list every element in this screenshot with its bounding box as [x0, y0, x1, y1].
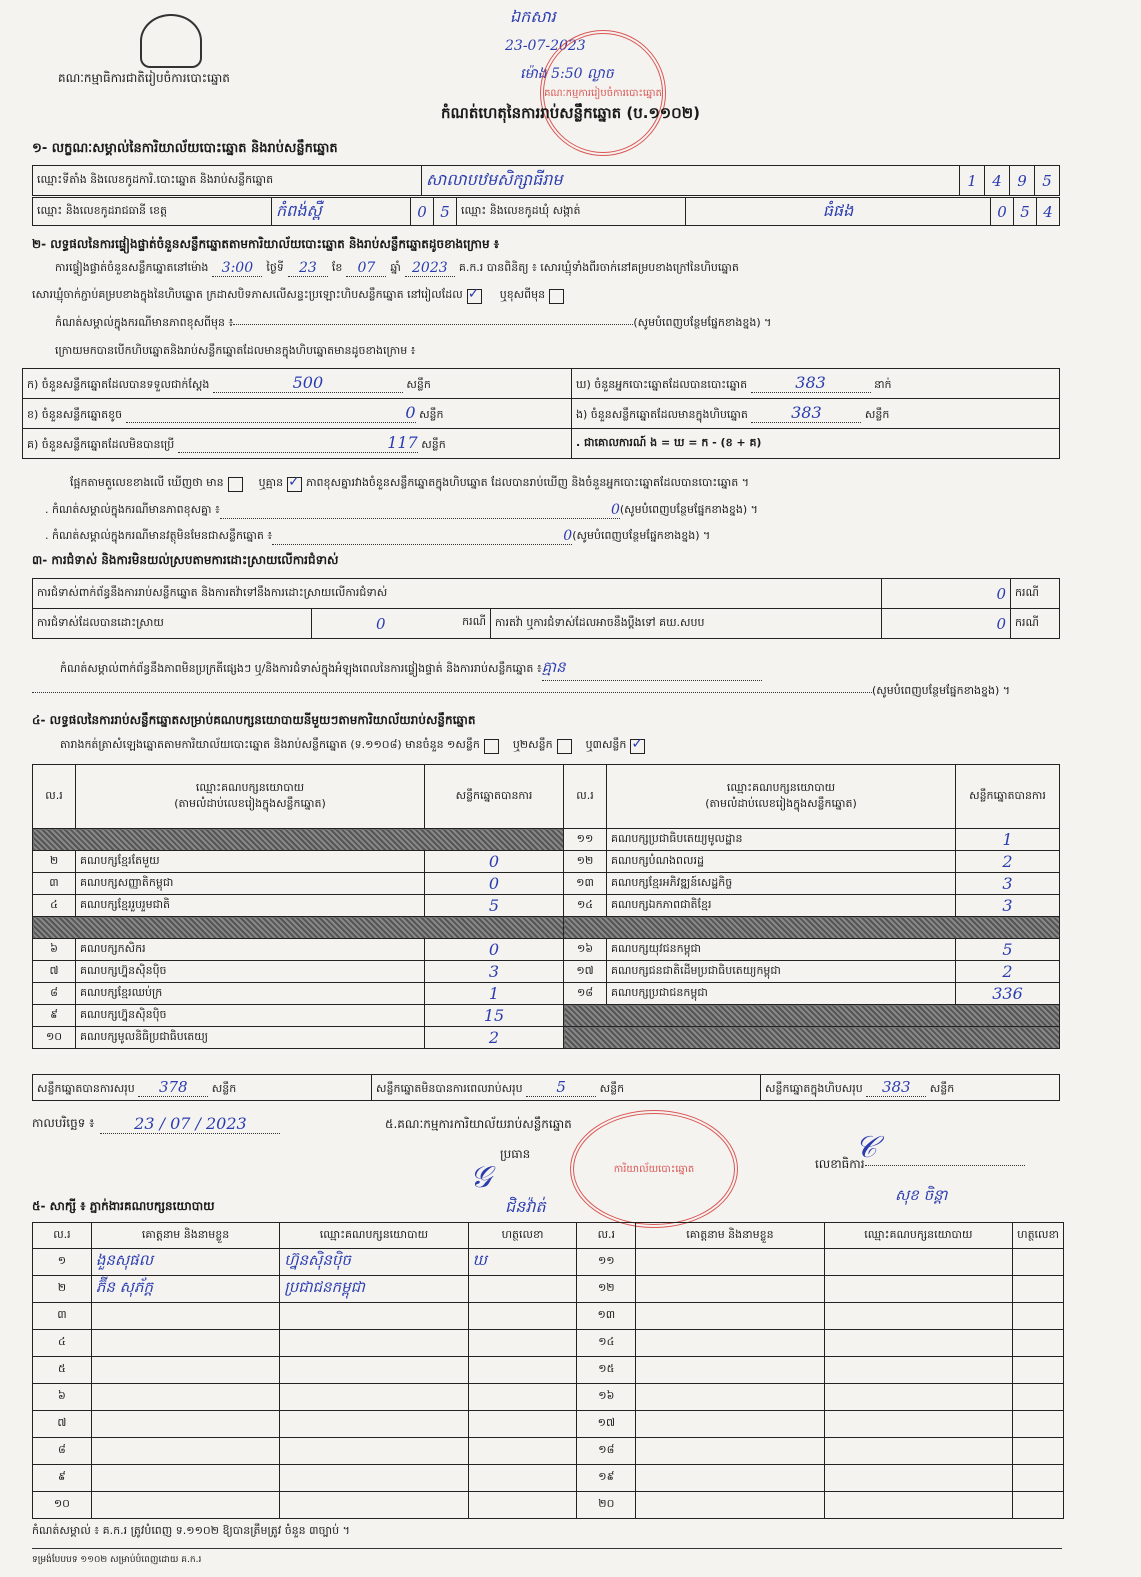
same-checkbox[interactable] [467, 289, 482, 304]
case-unit-2: ករណី [1011, 609, 1060, 639]
commune-digit: 4 [1037, 198, 1060, 226]
top-stamp: គណៈកម្មការរៀបចំការបោះឆ្នោត [540, 30, 666, 156]
w-col-sign-r: ហត្ថលេខា [1013, 1223, 1064, 1249]
result-votes: 3 [425, 961, 564, 983]
footer-rule [32, 1548, 1062, 1549]
result-no: ៣ [33, 873, 76, 895]
section4-title: ៤- លទ្ធផលនៃការរាប់សន្លឹកឆ្នោតសម្រាប់គណបក្សនយោបាយនីមួយៗតាមការិយាល័យរាប់សន្លឹកឆ្នោត [32, 713, 476, 727]
appeal-label: ការតវ៉ា ឬការជំទាស់ដែលអាចនឹងប្តឹងទៅ គឃ.សបប [491, 609, 882, 639]
verify-line-1-tail: គ.ក.រ បានពិនិត្យ ៖ សោរឃ្មុំទាំងពីរចាក់នៅគម្របខាងក្រៅនៃហិបឆ្នោត [458, 260, 739, 274]
province-digit: 0 [411, 198, 434, 226]
discrepancy-tail: ភាពខុសគ្នារវាងចំនួនសន្លឹកឆ្នោតក្នុងហិបឆ្នោត ដែលបានរាប់ឃើញ និងចំនួនអ្នកបោះឆ្នោតដែលបានបោះឆ្នោត ។ [306, 476, 749, 489]
result-party: គណបក្សខ្មែររួបរួមជាតិ [76, 895, 425, 917]
result-party: គណបក្សខ្មែរឈប់ក្រ [76, 983, 425, 1005]
witness-signature [468, 1357, 577, 1384]
witness-no: ១១ [577, 1249, 636, 1276]
witness-no: ៧ [33, 1411, 92, 1438]
witness-name [91, 1330, 279, 1357]
discrepancy-no-checkbox[interactable] [287, 477, 302, 492]
witness-party [280, 1465, 468, 1492]
result-party: គណបក្សយុវជនកម្ពុជា [607, 939, 956, 961]
chair-name: ជិនវ៉ាត់ [505, 1197, 546, 1216]
note-label: កំណត់សម្គាល់ក្នុងករណីមានភាពខុសពីមុន ៖ [55, 316, 234, 329]
witness-signature [468, 1438, 577, 1465]
secretary-line [815, 1156, 1025, 1174]
witness-party: ហ្វ៊ុនស៊ិនប៉ិច [280, 1249, 468, 1276]
committee-label: ៥.គណៈកម្មការការិយាល័យរាប់សន្លឹកឆ្នោត [385, 1117, 572, 1131]
copies-3-label: ឬ៣សន្លឹក [585, 738, 627, 751]
diff-note-value: 0 [220, 502, 620, 519]
total-box-value: 383 [866, 1078, 926, 1097]
chair-label: ប្រធាន [500, 1147, 531, 1161]
hand-note-3: ម៉ោង 5:50 ល្ងាច [520, 66, 614, 82]
result-row [33, 983, 1060, 1005]
result-party: គណបក្សមូលនិធិប្រជាធិបតេយ្យ [76, 1027, 425, 1049]
totals-table [32, 1074, 1060, 1101]
result-no: ១០ [33, 1027, 76, 1049]
witness-signature [468, 1492, 577, 1519]
copies-line [60, 738, 649, 754]
date-line [32, 1114, 280, 1134]
witness-row [33, 1384, 1064, 1411]
result-party: គណបក្សជនជាតិដើមប្រជាធិបតេយ្យកម្ពុជា [607, 961, 956, 983]
witness-signature: ឃ [468, 1249, 577, 1276]
result-votes: 1 [425, 983, 564, 1005]
result-party: គណបក្សខ្មែរអភិវឌ្ឍន៍សេដ្ឋកិច្ច [607, 873, 956, 895]
section3-title: ៣- ការជំទាស់ និងការមិនយល់ស្របតាមការដោះស្រាយលើការជំទាស់ [32, 553, 339, 567]
witness-signature [468, 1330, 577, 1357]
result-row [33, 851, 1060, 873]
witness-signature [1013, 1249, 1064, 1276]
result-party: គណបក្សហ្វ៊ុនស៊ិនប៉ិច [76, 1005, 425, 1027]
witness-party [280, 1438, 468, 1465]
date-value: 23 / 07 / 2023 [100, 1114, 280, 1134]
diff-note-line [45, 502, 758, 519]
note-fill [233, 324, 633, 325]
station-digit: 5 [1035, 166, 1060, 196]
discrepancy-label: ផ្អែកតាមតួលេខខាងលើ ឃើញថា មាន [70, 476, 224, 489]
shaded-row [33, 917, 564, 939]
verify-day: 23 [288, 260, 328, 277]
result-no: ១២ [564, 851, 607, 873]
copies-3-checkbox[interactable] [630, 739, 645, 754]
result-row [33, 1005, 1060, 1027]
count-e-label: ង) ចំនួនសន្លឹកឆ្នោតដែលមានក្នុងហិបឆ្នោត 383 សន្លឹក [572, 399, 1060, 429]
result-no: ១៣ [564, 873, 607, 895]
witness-no: ៣ [33, 1303, 92, 1330]
witness-party [824, 1411, 1012, 1438]
foreign-note-label: . កំណត់សម្គាល់ក្នុងករណីមានវត្ថុមិនមែនជាសន្លឹកឆ្នោត ៖ [45, 528, 273, 542]
count-d-value: 383 [751, 373, 871, 393]
witness-signature [468, 1276, 577, 1303]
total-valid-value: 378 [138, 1078, 208, 1097]
total-box: សន្លឹកឆ្នោតក្នុងហិបសរុប 383 សន្លឹក [761, 1075, 1060, 1101]
witness-no: ៥ [33, 1357, 92, 1384]
secretary-signature: 𝒞 [855, 1130, 877, 1165]
witness-signature [1013, 1384, 1064, 1411]
witness-no: ១ [33, 1249, 92, 1276]
result-votes: 2 [425, 1027, 564, 1049]
verify-month: 07 [346, 260, 386, 277]
result-row [33, 829, 1060, 851]
witness-party [824, 1357, 1012, 1384]
province-value: កំពង់ស្ពឺ [272, 198, 411, 226]
province-table [32, 197, 1060, 226]
witness-no: ១៣ [577, 1303, 636, 1330]
intro2: ក្រោយមកបានបើកហិបឆ្នោតនិងរាប់សន្លឹកឆ្នោតដែលមានក្នុងហិបឆ្នោតមានដូចខាងក្រោម ៖ [55, 344, 416, 357]
witness-name [636, 1357, 824, 1384]
province-digit: 5 [434, 198, 457, 226]
witness-name [636, 1249, 824, 1276]
col-no-r: ល.រ [564, 765, 607, 829]
witness-signature [1013, 1492, 1064, 1519]
witness-name [636, 1384, 824, 1411]
copies-label: តារាងកត់ត្រាសំឡេងឆ្នោតតាមការិយាល័យបោះឆ្នោត និងរាប់សន្លឹកឆ្នោត (ទ.១១០៨) មានចំនួន ១សន្លឹក [60, 738, 480, 751]
witness-name [636, 1492, 824, 1519]
section1-title: ១- លក្ខណៈសម្គាល់នៃការិយាល័យបោះឆ្នោត និងរាប់សន្លឹកឆ្នោត [32, 141, 338, 156]
witness-no: ២ [33, 1276, 92, 1303]
irregularity-label: កំណត់សម្គាល់ពាក់ព័ន្ធនឹងភាពមិនប្រក្រតីផ្សេងៗ ឬ/និងការជំទាស់ក្នុងអំឡុងពេលនៃការផ្ទៀងផ្ទាត់ និងការរាប់សន្លឹកឆ្នោត ៖ [60, 661, 542, 675]
diff-note-tail: (សូមបំពេញបន្ថែមផ្នែកខាងខ្នង) ។ [619, 502, 758, 516]
witness-name [91, 1438, 279, 1465]
witness-name [636, 1411, 824, 1438]
discrepancy-line [70, 476, 749, 492]
result-votes: 3 [956, 895, 1060, 917]
result-no: ៩ [33, 1005, 76, 1027]
witness-row [33, 1303, 1064, 1330]
witness-row [33, 1438, 1064, 1465]
result-votes: 2 [956, 961, 1060, 983]
witness-no: ១៨ [577, 1438, 636, 1465]
witness-row [33, 1276, 1064, 1303]
witness-party [824, 1492, 1012, 1519]
witness-row [33, 1411, 1064, 1438]
note-line [55, 316, 771, 332]
resolved-cell: 0 ករណី [312, 609, 491, 639]
hand-note-1: ឯកសារ [510, 7, 556, 26]
shaded-row [564, 1005, 1060, 1027]
witness-signature [1013, 1276, 1064, 1303]
witness-name [91, 1384, 279, 1411]
result-no: ៤ [33, 895, 76, 917]
secretary-label: លេខាធិការ [815, 1157, 865, 1171]
result-party: គណបក្សប្រជាជនកម្ពុជា [607, 983, 956, 1005]
copies-2-label: ឬ២សន្លឹក [512, 738, 553, 751]
witness-name [91, 1492, 279, 1519]
witness-signature [1013, 1438, 1064, 1465]
w-col-name-r: គោត្តនាម និងនាមខ្លួន [636, 1223, 824, 1249]
objection-table [32, 578, 1060, 639]
verify-line-2 [32, 288, 568, 304]
witness-no: ១៩ [577, 1465, 636, 1492]
witness-party [824, 1465, 1012, 1492]
emblem [140, 14, 202, 68]
w-col-no: ល.រ [33, 1223, 92, 1249]
formula: . ជាគោលការណ៍ ង = ឃ = ក - (ខ + គ) [572, 429, 1060, 459]
result-votes: 5 [425, 895, 564, 917]
section5-title: ៥- សាក្សី ៖ ភ្នាក់ងារគណបក្សនយោបាយ [32, 1199, 215, 1213]
result-no: ១៦ [564, 939, 607, 961]
station-digit: 9 [1010, 166, 1035, 196]
commune-digit: 0 [991, 198, 1014, 226]
result-votes: 1 [956, 829, 1060, 851]
day-label: ថ្ងៃទី [266, 260, 284, 274]
section2-title: ២- លទ្ធផលនៃការផ្ទៀងផ្ទាត់ចំនួនសន្លឹកឆ្នោតតាមការិយាល័យបោះឆ្នោត និងរាប់សន្លឹកឆ្នោតដូចខាងក្រោម ៖ [32, 237, 500, 251]
witness-row [33, 1249, 1064, 1276]
witness-party [824, 1276, 1012, 1303]
result-votes: 15 [425, 1005, 564, 1027]
result-no: ១៧ [564, 961, 607, 983]
station-digit: 1 [960, 166, 985, 196]
result-no: ២ [33, 851, 76, 873]
verify-time: 3:00 [212, 260, 262, 277]
col-party: ឈ្មោះគណបក្សនយោបាយ (តាមលំដាប់លេខរៀងក្នុងសន្លឹកឆ្នោត) [76, 765, 425, 829]
result-row [33, 917, 1060, 939]
witness-signature [468, 1465, 577, 1492]
witness-party [824, 1384, 1012, 1411]
discrepancy-yes-checkbox[interactable] [228, 477, 243, 492]
appeal-count: 0 [882, 609, 1011, 639]
shaded-row [564, 917, 1060, 939]
footer-note: កំណត់សម្គាល់ ៖ គ.ក.រ ត្រូវបំពេញ ទ.១១០២ ឱ្យបានត្រឹមត្រូវ ចំនួន ៣ច្បាប់ ។ [32, 1524, 350, 1537]
witness-row [33, 1492, 1064, 1519]
date-label: កាលបរិច្ឆេទ ៖ [32, 1116, 95, 1130]
witness-party [824, 1249, 1012, 1276]
case-unit: ករណី [1011, 579, 1060, 609]
result-row [33, 961, 1060, 983]
witness-row [33, 1357, 1064, 1384]
page-title: កំណត់ហេតុនៃការរាប់សន្លឹកឆ្នោត (ប.១១០២) [440, 104, 700, 122]
witness-signature [468, 1384, 577, 1411]
copies-1-checkbox[interactable] [484, 739, 499, 754]
witness-party: ប្រជាជនកម្ពុជា [280, 1276, 468, 1303]
witness-no: ១៤ [577, 1330, 636, 1357]
witness-signature [1013, 1303, 1064, 1330]
witness-party [280, 1492, 468, 1519]
result-party: គណបក្សបំណងពលរដ្ឋ [607, 851, 956, 873]
month-label: ខែ [331, 260, 343, 274]
witness-no: ១៦ [577, 1384, 636, 1411]
witness-name [636, 1303, 824, 1330]
witness-no: ១២ [577, 1276, 636, 1303]
secretary-name: សុខ ចិន្តា [895, 1186, 948, 1204]
witness-signature [1013, 1357, 1064, 1384]
result-votes: 2 [956, 851, 1060, 873]
witness-name: ភ៊ីន សុភ័ក្ត [91, 1276, 279, 1303]
col-party-r: ឈ្មោះគណបក្សនយោបាយ (តាមលំដាប់លេខរៀងក្នុងសន្លឹកឆ្នោត) [607, 765, 956, 829]
witness-party [280, 1330, 468, 1357]
count-b-value: 0 [126, 403, 416, 423]
result-row [33, 895, 1060, 917]
witness-row [33, 1330, 1064, 1357]
col-votes-r: សន្លឹកឆ្នោតបានការ [956, 765, 1060, 829]
count-d-label: ឃ) ចំនួនអ្នកបោះឆ្នោតដែលបានបោះឆ្នោត 383 នាក់ [572, 369, 1060, 399]
total-invalid-value: 5 [526, 1078, 596, 1097]
w-col-name: គោត្តនាម និងនាមខ្លួន [91, 1223, 279, 1249]
witness-name [91, 1357, 279, 1384]
w-col-sign: ហត្ថលេខា [468, 1223, 577, 1249]
foreign-note-tail: (សូមបំពេញបន្ថែមផ្នែកខាងខ្នង) ។ [572, 528, 711, 542]
irregularity-fill [32, 692, 872, 693]
result-votes: 0 [425, 851, 564, 873]
w-col-party: ឈ្មោះគណបក្សនយោបាយ [280, 1223, 468, 1249]
witness-party [280, 1411, 468, 1438]
resolved-label: ការជំទាស់ដែលបានដោះស្រាយ [33, 609, 312, 639]
year-label: ឆ្នាំ [390, 260, 401, 274]
witness-party [280, 1303, 468, 1330]
witness-row [33, 1465, 1064, 1492]
result-votes: 336 [956, 983, 1060, 1005]
copies-2-checkbox[interactable] [557, 739, 572, 754]
witness-party [824, 1330, 1012, 1357]
result-votes: 0 [425, 939, 564, 961]
count-c-label: គ) ចំនួនសន្លឹកឆ្នោតដែលមិនបានប្រើ 117 សន្លឹក [23, 429, 572, 459]
total-invalid: សន្លឹកឆ្នោតមិនបានការពេលរាប់សរុប 5 សន្លឹក [372, 1075, 761, 1101]
witness-party [280, 1384, 468, 1411]
form-code: ទម្រង់បែបបទ ១១០២ សម្រាប់បំពេញដោយ គ.ក.រ [32, 1555, 202, 1565]
objection-count: 0 [882, 579, 1011, 609]
witness-party [280, 1357, 468, 1384]
result-party: គណបក្សខ្មែរតែមួយ [76, 851, 425, 873]
station-label: ឈ្មោះទីតាំង និងលេខកូដការិ.បោះឆ្នោត និងរាប់សន្លឹកឆ្នោត [33, 166, 422, 196]
witness-name [91, 1303, 279, 1330]
result-party: គណបក្សហ្វ៊ុនស៊ិនប៉ិច [76, 961, 425, 983]
result-votes: 3 [956, 873, 1060, 895]
witness-name [91, 1411, 279, 1438]
witness-no: ៨ [33, 1438, 92, 1465]
irregularity-note [60, 658, 762, 681]
witness-name [636, 1438, 824, 1465]
secretary-fill [865, 1165, 1025, 1166]
results-table [32, 764, 1060, 1049]
witness-signature [468, 1303, 577, 1330]
foreign-note-line [45, 528, 710, 545]
witness-signature [468, 1411, 577, 1438]
witness-signature [1013, 1411, 1064, 1438]
verify-line-1 [55, 260, 739, 277]
shaded-row [564, 1027, 1060, 1049]
station-value: សាលាបឋមសិក្សាធីរាម [422, 166, 960, 196]
count-a-label: ក) ចំនួនសន្លឹកឆ្នោតដែលបានទទួលជាក់ស្តែង 500 សន្លឹក [23, 369, 572, 399]
different-checkbox[interactable] [549, 289, 564, 304]
col-votes: សន្លឹកឆ្នោតបានការ [425, 765, 564, 829]
witness-no: ១០ [33, 1492, 92, 1519]
witness-no: ២០ [577, 1492, 636, 1519]
station-digit: 4 [985, 166, 1010, 196]
foreign-note-value: 0 [272, 528, 572, 545]
committee-stamp: ការិយាល័យបោះឆ្នោត [570, 1110, 738, 1228]
witness-no: ៤ [33, 1330, 92, 1357]
verify-line-2-text: សោរឃ្មុំចាក់ភ្ជាប់គម្របខាងក្នុងនៃហិបឆ្នោត ក្រដាសបិទភាសលើសន្ទះប្រឡោះហិបសន្លឹកឆ្នោត នៅរៀលដែល [32, 288, 463, 301]
shaded-row [33, 829, 564, 851]
diff-note-label: . កំណត់សម្គាល់ក្នុងករណីមានភាពខុសគ្នា ៖ [45, 502, 220, 516]
chair-signature: 𝒢 [470, 1160, 492, 1195]
org-name: គណៈកម្មាធិការជាតិរៀបចំការបោះឆ្នោត [58, 71, 230, 85]
result-no: ១១ [564, 829, 607, 851]
discrepancy-or: ឬគ្មាន [258, 476, 284, 489]
count-a-value: 500 [213, 373, 403, 393]
w-col-party-r: ឈ្មោះគណបក្សនយោបាយ [824, 1223, 1012, 1249]
diff-label: ឬខុសពីមុន [499, 288, 546, 301]
station-table [32, 165, 1060, 196]
count-b-label: ខ) ចំនួនសន្លឹកឆ្នោតខូច 0 សន្លឹក [23, 399, 572, 429]
count-e-value: 383 [751, 403, 861, 423]
commune-value: ធំផង [686, 198, 991, 226]
witness-party [824, 1303, 1012, 1330]
objection-label: ការជំទាស់ពាក់ព័ន្ធនឹងការរាប់សន្លឹកឆ្នោត និងការតវ៉ាទៅនឹងការដោះស្រាយលើការជំទាស់ [33, 579, 882, 609]
total-valid: សន្លឹកឆ្នោតបានការសរុប 378 សន្លឹក [33, 1075, 372, 1101]
witness-signature [1013, 1465, 1064, 1492]
col-no: ល.រ [33, 765, 76, 829]
province-label: ឈ្មោះ និងលេខកូដរាជធានី ខេត្ត [33, 198, 272, 226]
witness-no: ១៧ [577, 1411, 636, 1438]
hand-note-2: 23-07-2023 [505, 38, 586, 54]
witness-name [636, 1465, 824, 1492]
witness-name [636, 1276, 824, 1303]
w-col-no-r: ល.រ [577, 1223, 636, 1249]
verify-time-label: ការផ្ទៀងផ្ទាត់ចំនួនសន្លឹកឆ្នោតនៅម៉ោង [55, 260, 209, 274]
result-no: ៦ [33, 939, 76, 961]
verify-year: 2023 [405, 260, 455, 277]
witness-table [32, 1222, 1064, 1519]
result-no: ១៨ [564, 983, 607, 1005]
witness-name: ងួនសុផល [91, 1249, 279, 1276]
result-votes: 0 [425, 873, 564, 895]
witness-no: ៩ [33, 1465, 92, 1492]
result-row [33, 939, 1060, 961]
irregularity-tail: (សូមបំពេញបន្ថែមផ្នែកខាងខ្នង) ។ [872, 684, 1011, 697]
witness-party [824, 1438, 1012, 1465]
result-party: គណបក្សកសិករ [76, 939, 425, 961]
result-row [33, 873, 1060, 895]
witness-no: ៦ [33, 1384, 92, 1411]
ballot-count-table [22, 368, 1060, 459]
witness-name [91, 1465, 279, 1492]
commune-digit: 5 [1014, 198, 1037, 226]
result-party: គណបក្សសញ្ញាតិកម្ពុជា [76, 873, 425, 895]
result-no: ៧ [33, 961, 76, 983]
commune-label: ឈ្មោះ និងលេខកូដឃុំ សង្កាត់ [457, 198, 686, 226]
result-votes: 5 [956, 939, 1060, 961]
irregularity-value: គ្មាន [542, 658, 762, 681]
count-c-value: 117 [178, 433, 418, 453]
result-row [33, 1027, 1060, 1049]
result-no: ៨ [33, 983, 76, 1005]
witness-signature [1013, 1330, 1064, 1357]
irregularity-line-2 [32, 684, 1010, 700]
note-tail: (សូមបំពេញបន្ថែមផ្នែកខាងខ្នង) ។ [633, 316, 772, 329]
witness-no: ១៥ [577, 1357, 636, 1384]
witness-name [636, 1330, 824, 1357]
result-party: គណបក្សប្រជាធិបតេយ្យមូលដ្ឋាន [607, 829, 956, 851]
resolved-count: 0 [376, 614, 386, 633]
result-no: ១៤ [564, 895, 607, 917]
result-party: គណបក្សឯកភាពជាតិខ្មែរ [607, 895, 956, 917]
